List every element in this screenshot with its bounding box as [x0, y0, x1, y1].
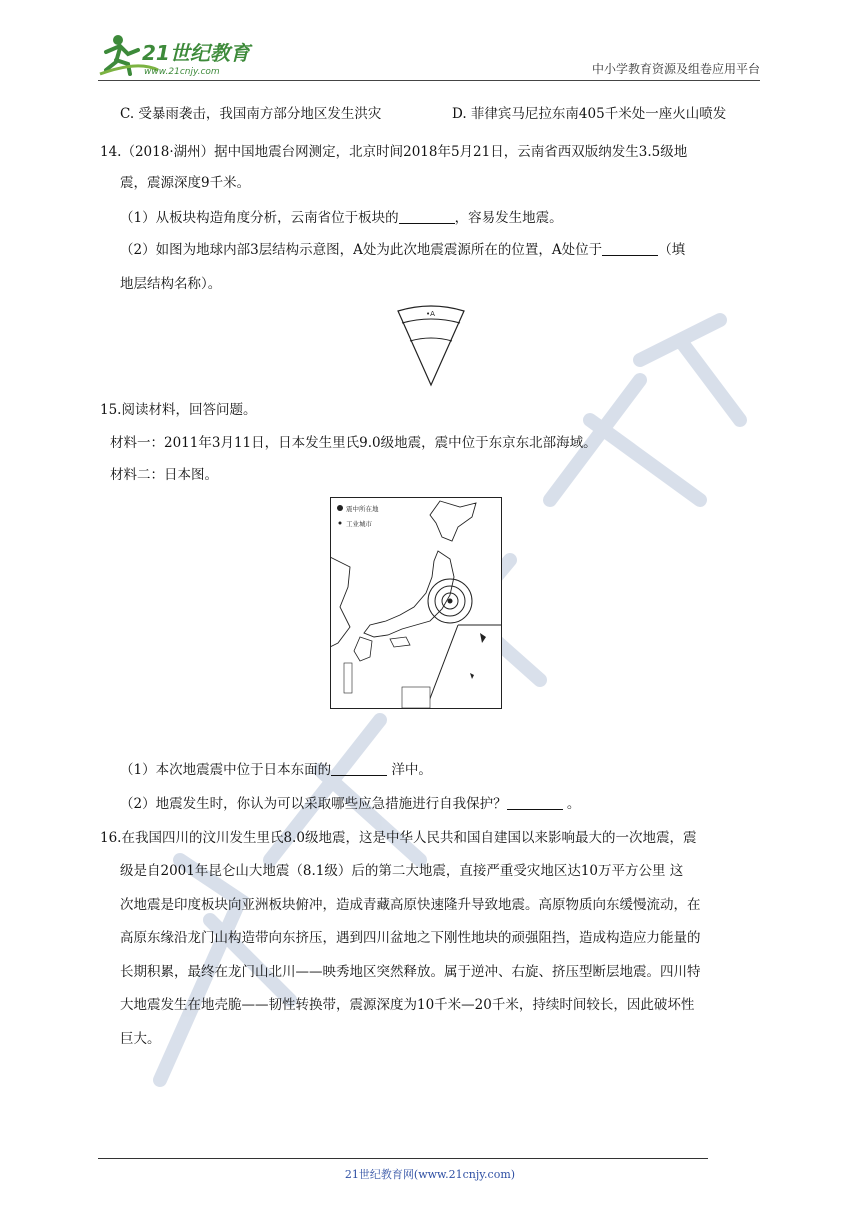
logo-url: www.21cnjy.com: [144, 67, 220, 77]
question-14-stem: 14.（2018·湖州）据中国地震台网测定，北京时间2018年5月21日，云南省西双版纳发生3.5级地: [100, 144, 688, 160]
city-legend-icon: [339, 522, 342, 525]
option-d: D. 菲律宾马尼拉东南405千米处一座火山喷发: [452, 106, 727, 122]
question-14-part-2: （2）如图为地球内部3层结构示意图，A处为此次地震震源所在的位置，A处位于 （填: [120, 242, 686, 258]
header-divider: [98, 80, 760, 81]
question-16-line-6: 大地震发生在地壳脆——韧性转换带，震源深度为10千米—20千米，持续时间较长，因此破坏性: [120, 997, 695, 1013]
epicenter-legend-icon: [337, 505, 343, 511]
material-2: 材料二：日本图。: [110, 467, 218, 483]
question-14-part-1: （1）从板块构造角度分析，云南省位于板块的 ，容易发生地震。: [120, 210, 563, 226]
point-a-label: •A: [426, 310, 435, 318]
question-14-part-2-cont: 地层结构名称）。: [120, 276, 222, 292]
answer-blank[interactable]: [331, 762, 387, 776]
header-platform-text: 中小学教育资源及组卷应用平台: [591, 62, 760, 76]
question-15-part-1: （1）本次地震震中位于日本东面的 洋中。: [120, 762, 432, 778]
material-1: 材料一：2011年3月11日，日本发生里氏9.0级地震，震中位于东京东北部海域。: [110, 435, 597, 451]
logo-icon: [98, 30, 268, 78]
question-15-part-2: （2）地震发生时，你认为可以采取哪些应急措施进行自我保护？ 。: [120, 796, 581, 812]
footer-text[interactable]: 21世纪教育网(www.21cnjy.com): [344, 1168, 516, 1181]
answer-blank[interactable]: [399, 210, 455, 224]
earth-layers-diagram: [396, 305, 466, 387]
question-16-line-3: 次地震是印度板块向亚洲板块俯冲，造成青藏高原快速隆升导致地震。高原物质向东缓慢流动，在: [120, 897, 701, 913]
legend-city: 工业城市: [346, 520, 372, 528]
question-16-line-2: 级是自2001年昆仑山大地震（8.1级）后的第二大地震，直接严重受灾地区达10万平方公里 这: [120, 863, 684, 879]
question-16-line-1: 16.在我国四川的汶川发生里氏8.0级地震，这是中华人民共和国自建国以来影响最大的一次地震，震: [100, 830, 697, 846]
japan-map: [330, 497, 502, 709]
question-16-line-4: 高原东缘沿龙门山构造带向东挤压，遇到四川盆地之下刚性地块的顽强阻挡，造成构造应力能量的: [120, 930, 701, 946]
page-header: [98, 30, 760, 80]
question-16-line-5: 长期积累，最终在龙门山北川——映秀地区突然释放。属于逆冲、右旋、挤压型断层地震。四川特: [120, 964, 701, 980]
footer-divider: [98, 1158, 708, 1159]
legend-epicenter: 震中所在地: [346, 505, 379, 513]
logo-text: 21世纪教育: [142, 41, 250, 65]
epicenter-marker: [448, 599, 453, 604]
option-c: C. 受暴雨袭击，我国南方部分地区发生洪灾: [120, 106, 382, 122]
question-16-line-7: 巨大。: [120, 1031, 161, 1047]
question-14-stem-cont: 震，震源深度9千米。: [120, 175, 251, 191]
answer-blank[interactable]: [602, 242, 658, 256]
answer-blank[interactable]: [507, 796, 563, 810]
question-15-stem: 15.阅读材料，回答问题。: [100, 402, 257, 418]
